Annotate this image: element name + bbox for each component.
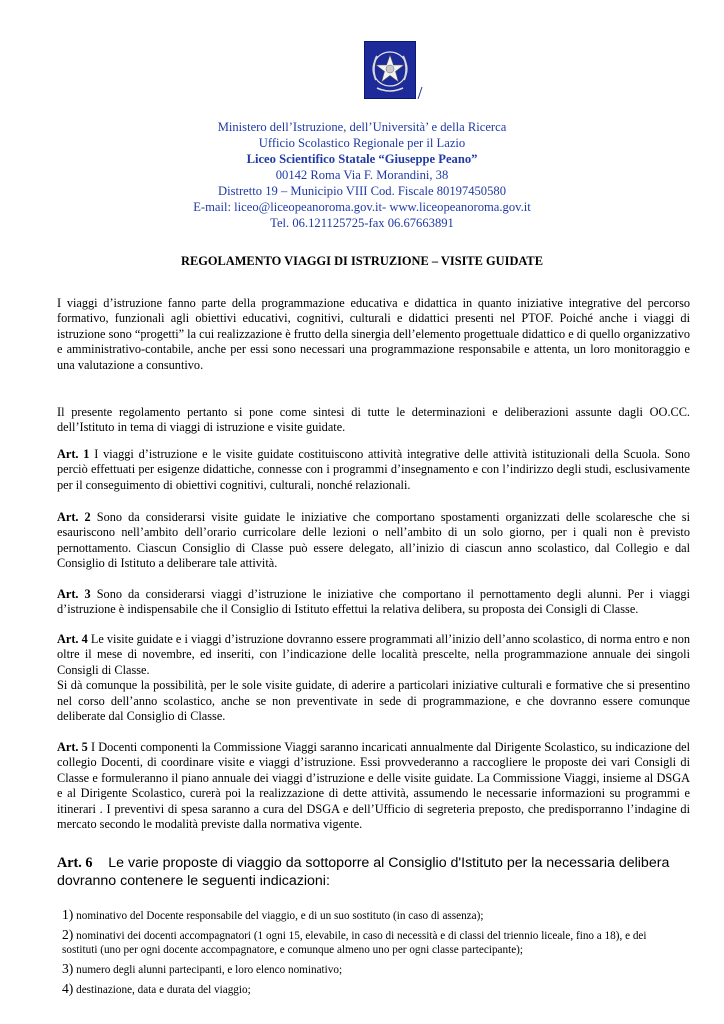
article-text: Sono da considerarsi visite guidate le iniziative che comportano spostamenti organizzati delle scolaresche che si esauriscono nell’ambito dell’orario curricolare delle lezioni o nell’ambito di un solo giorno, per i quali non è previsto pernottamento. Ciascun Consiglio di Classe può essere delegato, all’inizio di ciascun anno scolastico, dal Collegio e dal Consiglio di Istituto a deliberare tale attività. (57, 510, 690, 571)
article-5 (57, 740, 690, 832)
item-number: 1) (62, 907, 74, 922)
district-fiscal-code: Distretto 19 – Municipio VIII Cod. Fiscale 80197450580 (217, 184, 506, 198)
slash-mark-icon (417, 86, 423, 100)
article-label: Art. 2 (57, 510, 91, 524)
list-item (62, 908, 682, 923)
item-text: nominativo del Docente responsabile del viaggio, e di un suo sostituto (in caso di assenza); (73, 910, 484, 922)
italian-republic-emblem-icon (364, 41, 416, 99)
phone-line (0, 216, 724, 231)
purpose-paragraph: Il presente regolamento pertanto si pone come sintesi di tutte le determinazioni e deliberazioni assunte dagli OO.CC. dell’Istituto in tema di viaggi di istruzione e visite guidate. (57, 405, 690, 435)
article-text: Sono da considerarsi viaggi d’istruzione le iniziative che comportano il pernottamento degli alunni. Per i viaggi d’istruzione è indispensabile che il Consiglio di Istituto effettui la relativa delibera, su proposta dei Consigli di Classe. (57, 587, 690, 617)
article-1 (57, 447, 690, 493)
article-4 (57, 632, 690, 724)
article-text: I Docenti componenti la Commissione Viaggi saranno incaricati annualmente dal Dirigente Scolastico, su indicazione del collegio Docenti, di coordinare visite e viaggi d’istruzione. Essi provvederanno a raccogliere le proposte dei vari Consigli di Classe e formuleranno il piano annuale dei viaggi d’istruzione e delle visite guidate. La Commissione Viaggi, insieme al DSGA e al Dirigente Scolastico, curerà poi la realizzazione di dette attività, assumendo le necessarie informazioni su programmi e itinerari . I preventivi di spesa saranno a cura del DSGA e dell’Ufficio di segreteria preposto, che predisporranno l’indagine di mercato secondo le modalità previste dalla normativa vigente. (57, 740, 690, 832)
article-3 (57, 587, 690, 618)
article-label: Art. 1 (57, 447, 90, 461)
list-item (62, 982, 682, 997)
article-2 (57, 510, 690, 572)
article-text: Le visite guidate e i viaggi d’istruzione dovranno essere programmati all’inizio dell’anno scolastico, di norma entro e non oltre il mese di novembre, ed inseriti, con l’indicazione delle località prescelte, nella programmazione annuale dei singoli Consigli di Classe. (57, 632, 690, 677)
required-indications-list (62, 908, 682, 1002)
ministry-name: Ministero dell’Istruzione, dell’Università’ e della Ricerca (217, 120, 507, 134)
website-link[interactable]: www.liceopeanoroma.gov.it (389, 200, 531, 214)
article-label: Art. 6 (57, 855, 93, 871)
ministry-line (0, 120, 724, 135)
district-line (0, 184, 724, 199)
intro-paragraph: I viaggi d’istruzione fanno parte della programmazione educativa e didattica in quanto iniziative integrative del percorso formativo, funzionali agli obiettivi educativi, cognitivi, culturali e didattici presenti nel PTOF. Poiché anche i viaggi di istruzione sono “progetti” la cui realizzazione è frutto della sinergia dell’elemento progettuale didattico e di quello organizzativo e amministrativo-contabile, anche per essi sono necessari una programmazione responsabile e attenta, un loro monitoraggio e una valutazione a consuntivo. (57, 296, 690, 372)
item-text: numero degli alunni partecipanti, e loro elenco nominativo; (73, 964, 343, 976)
item-number: 2) (62, 927, 74, 942)
regional-office: Ufficio Scolastico Regionale per il Lazio (258, 136, 466, 150)
list-item (62, 962, 682, 977)
document-title: REGOLAMENTO VIAGGI DI ISTRUZIONE – VISITE GUIDATE (181, 254, 543, 268)
article-6 (57, 854, 697, 890)
item-number: 3) (62, 961, 74, 976)
school-line (0, 152, 724, 167)
list-item (62, 928, 682, 957)
office-line (0, 136, 724, 151)
email-text: E-mail: liceo@liceopeanoroma.gov.it- (193, 200, 390, 214)
school-name: Liceo Scientifico Statale “Giuseppe Peano” (246, 152, 478, 166)
article-label: Art. 4 (57, 632, 88, 646)
article-text: I viaggi d’istruzione e le visite guidate costituiscono attività integrative delle attività istituzionali della Scuola. Sono perciò effettuati per esigenze didattiche, connesse con i programmi d’insegnamento e con l’indirizzo degli studi, esclusivamente per il conseguimento di obiettivi cognitivi, culturali, nonché relazionali. (57, 447, 691, 492)
item-text: nominativi dei docenti accompagnatori (1 ogni 15, elevabile, in caso di necessità e di classi del triennio liceale, fino a 18), e dei sostituti (uno per ogni docente accompagnatore, e comunque almeno uno per ogni classe partecipante); (62, 930, 647, 956)
phone-fax: Tel. 06.121125725-fax 06.67663891 (270, 216, 454, 230)
article-text-continued: Si dà comunque la possibilità, per le sole visite guidate, di aderire a particolari iniziative culturali e formative che si presentino nel corso dell’anno scolastico, anche se non preventivate in sede di programmazione, e che dovranno essere comunque deliberate dal Consiglio di Classe. (57, 678, 690, 724)
school-address: 00142 Roma Via F. Morandini, 38 (275, 168, 449, 182)
contact-line (0, 200, 724, 215)
item-number: 4) (62, 981, 74, 996)
article-text: Le varie proposte di viaggio da sottoporre al Consiglio d'Istituto per la necessaria delibera dovranno contenere le seguenti indicazioni: (57, 855, 670, 889)
item-text: destinazione, data e durata del viaggio; (73, 984, 251, 996)
article-label: Art. 3 (57, 587, 91, 601)
address-line (0, 168, 724, 183)
article-label: Art. 5 (57, 740, 88, 754)
